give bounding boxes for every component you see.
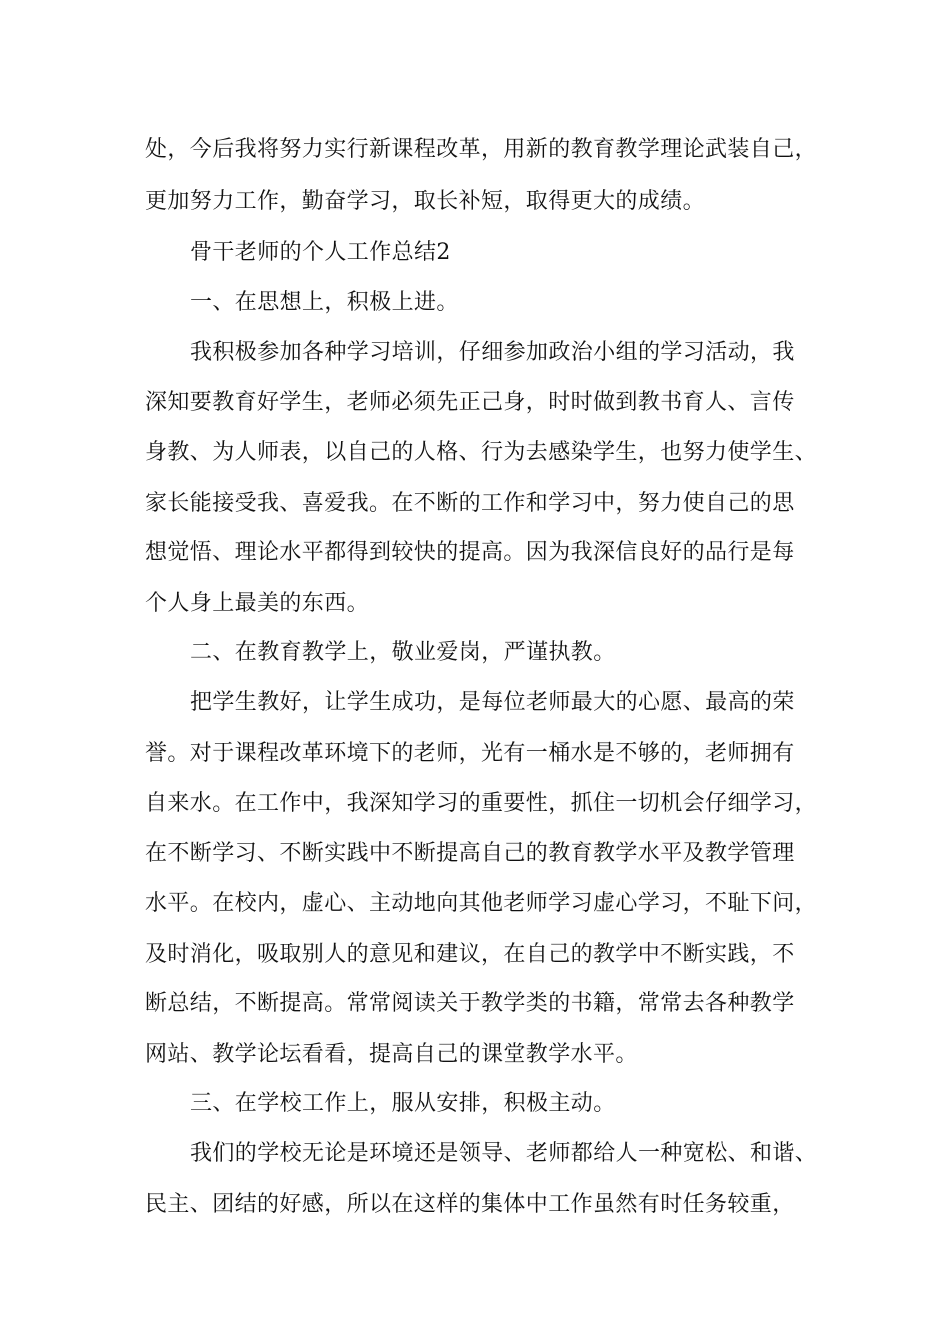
body-text-line: 个人身上最美的东西。 (145, 591, 370, 616)
paragraph-start-line: 把学生教好，让学生成功，是每位老师最大的心愿、最高的荣 (190, 690, 795, 715)
body-text-line: 民主、团结的好感，所以在这样的集体中工作虽然有时任务较重， (145, 1192, 795, 1217)
section-heading: 二、在教育教学上，敬业爱岗，严谨执教。 (190, 640, 616, 665)
paragraph-start-line: 我们的学校无论是环境还是领导、老师都给人一种宽松、和谐、 (190, 1141, 818, 1166)
body-text-line: 家长能接受我、喜爱我。在不断的工作和学习中，努力使自己的思 (145, 491, 795, 516)
body-text-line: 深知要教育好学生，老师必须先正己身，时时做到教书育人、言传 (145, 390, 795, 415)
section-heading: 一、在思想上，积极上进。 (190, 290, 459, 315)
body-text-line: 断总结，不断提高。常常阅读关于教学类的书籍，常常去各种教学 (145, 991, 795, 1016)
body-text-line: 处，今后我将努力实行新课程改革，用新的教育教学理论武装自己， (145, 137, 818, 162)
body-text-line: 水平。在校内，虚心、主动地向其他老师学习虚心学习，不耻下问， (145, 891, 818, 916)
body-text-line: 网站、教学论坛看看，提高自己的课堂教学水平。 (145, 1042, 638, 1067)
paragraph-start-line: 我积极参加各种学习培训，仔细参加政治小组的学习活动，我 (190, 340, 795, 365)
body-text-line: 誉。对于课程改革环境下的老师，光有一桶水是不够的，老师拥有 (145, 741, 795, 766)
body-text-line: 更加努力工作，勤奋学习，取长补短，取得更大的成绩。 (145, 189, 706, 214)
section-title: 骨干老师的个人工作总结2 (190, 240, 451, 265)
body-text-line: 自来水。在工作中，我深知学习的重要性，抓住一切机会仔细学习， (145, 791, 818, 816)
section-heading: 三、在学校工作上，服从安排，积极主动。 (190, 1091, 616, 1116)
body-text-line: 在不断学习、不断实践中不断提高自己的教育教学水平及教学管理 (145, 841, 795, 866)
body-text-line: 身教、为人师表，以自己的人格、行为去感染学生，也努力使学生、 (145, 440, 818, 465)
body-text-line: 想觉悟、理论水平都得到较快的提高。因为我深信良好的品行是每 (145, 540, 795, 565)
body-text-line: 及时消化，吸取别人的意见和建议，在自己的教学中不断实践，不 (145, 942, 795, 967)
